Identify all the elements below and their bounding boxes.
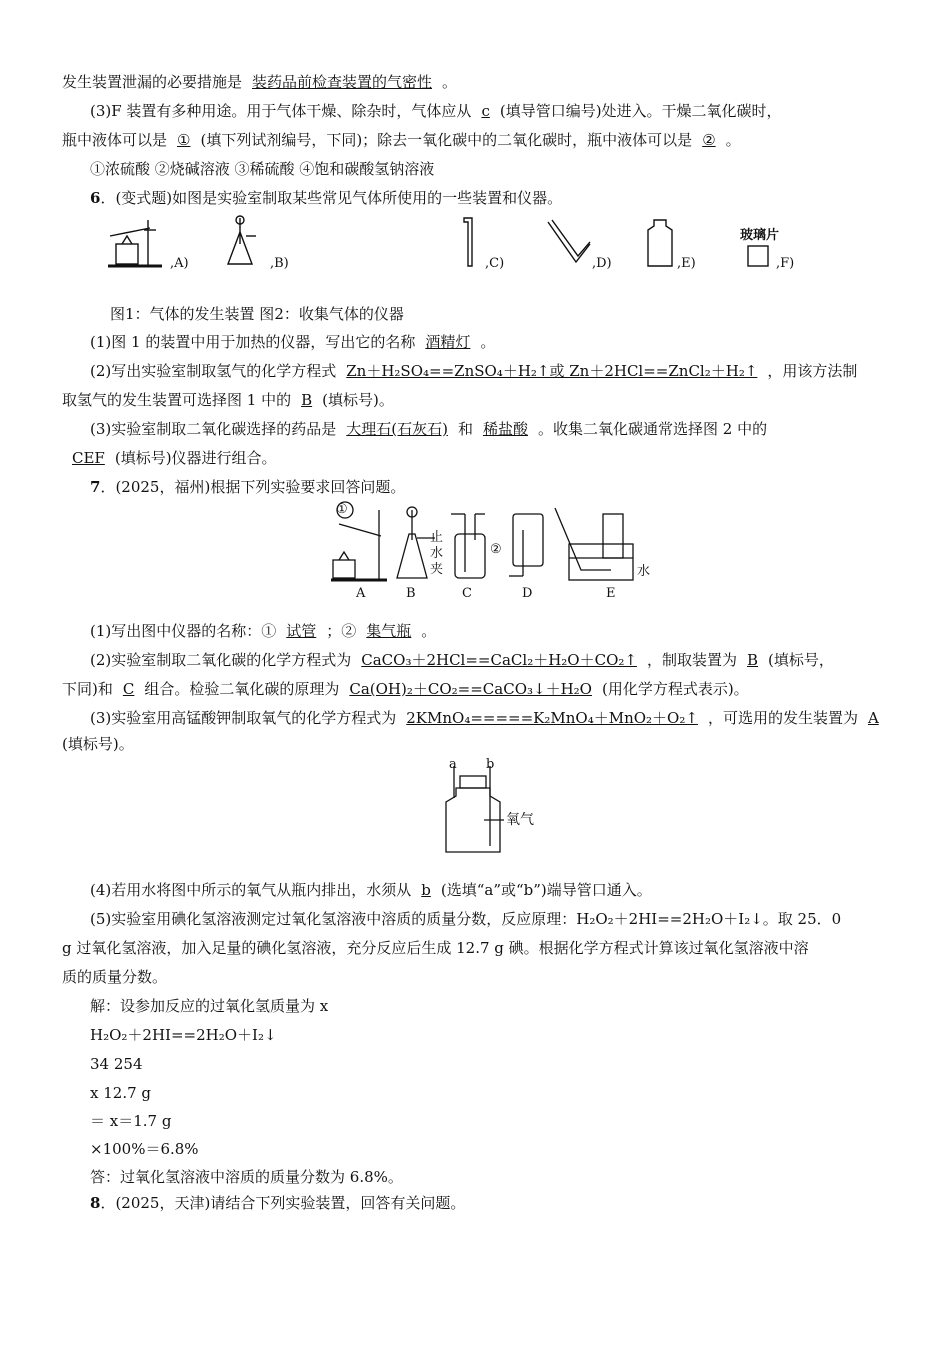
q7-p5-line-3: 质的质量分数。: [62, 968, 168, 986]
q5-reagent-list: ①浓硫酸 ②烧碱溶液 ③稀硫酸 ④饱和碳酸氢钠溶液: [90, 160, 435, 178]
q6-heading: 6．(变式题)如图是实验室制取某些常见气体所使用的一些装置和仪器。: [90, 189, 563, 207]
q7-p3-line-2: (填标号)。: [62, 735, 134, 753]
q7-p2-line-1: (2)实验室制取二氧化碳的化学方程式为 CaCO₃＋2HCl==CaCl₂＋H₂O＋CO₂↑ ，制取装置为 B (填标号，: [90, 651, 834, 669]
oxygen-label: 氧气: [506, 812, 534, 828]
q5-p3-line-2: 瓶中液体可以是 ① (填下列试剂编号，下同)；除去一氧化碳中的二氧化碳时，瓶中液体可以是 ② 。: [62, 131, 741, 149]
solution-line: ×100%＝6.8%: [90, 1140, 199, 1158]
q7-p4: (4)若用水将图中所示的氧气从瓶内排出，水须从 b (选填“a”或“b”)端导管口通入。: [90, 881, 652, 899]
apparatus-e-icon: [555, 508, 633, 580]
figure-mark: 止: [430, 530, 444, 545]
solution-line: 解：设参加反应的过氧化氢质量为 x: [90, 997, 329, 1015]
figure-mark: 水: [430, 546, 444, 561]
q7-p3-line-1: (3)实验室用高锰酸钾制取氧气的化学方程式为 2KMnO₄=====K₂MnO₄＋MnO₂＋O₂↑ ，可选用的发生装置为 A: [90, 708, 889, 728]
q8-heading: 8．(2025，天津)请结合下列实验装置，回答有关问题。: [90, 1194, 466, 1212]
figure-label: C: [462, 586, 472, 601]
solution-line: 34 254: [90, 1055, 143, 1073]
answer-blank: c: [481, 102, 490, 120]
tube-b-label: b: [486, 757, 495, 772]
answer-blank: b: [421, 881, 431, 899]
q6-p3-line-2: CEF (填标号)仪器进行组合。: [62, 448, 277, 468]
apparatus-c-icon: [451, 514, 485, 578]
q7-p2-line-2: 下同)和 C 组合。检验二氧化碳的原理为 Ca(OH)₂＋CO₂==CaCO₃↓＋H₂O (用化学方程式表示)。: [62, 680, 749, 698]
answer-blank: 稀盐酸: [482, 420, 528, 438]
solution-line: ＝ x＝1.7 g: [90, 1112, 172, 1130]
q7-apparatus-figure: [325, 500, 645, 588]
answer-blank: Zn＋H₂SO₄==ZnSO₄＋H₂↑或 Zn＋2HCl==ZnCl₂＋H₂↑: [346, 362, 758, 380]
q6-apparatus-figure: [100, 214, 820, 274]
oxygen-bottle-figure: [440, 758, 550, 858]
figure-mark: 夹: [430, 562, 444, 577]
q6-p1: (1)图 1 的装置中用于加热的仪器，写出它的名称 酒精灯 。: [90, 333, 496, 351]
answer-blank: 集气瓶: [366, 622, 412, 640]
q7-p5-line-1: (5)实验室用碘化氢溶液测定过氧化氢溶液中溶质的质量分数，反应原理：H₂O₂＋2HI==2H₂O＋I₂↓。取 25．0: [90, 910, 842, 928]
apparatus-a-stand-icon: [108, 220, 162, 266]
solution-line: x 12.7 g: [90, 1084, 151, 1102]
figure-label: E: [606, 586, 616, 601]
stopper-icon: [460, 776, 486, 788]
figure-label: D: [522, 586, 533, 601]
glass-plate-f-icon: [748, 246, 768, 266]
answer-blank: 酒精灯: [425, 333, 471, 351]
q7-p1: (1)写出图中仪器的名称：① 试管 ；② 集气瓶 。: [90, 622, 437, 640]
q5-line-1: 发生装置泄漏的必要措施是 装药品前检查装置的气密性 。: [62, 73, 458, 91]
apparatus-label: ,F): [776, 256, 795, 271]
tube-c-icon: [464, 218, 472, 266]
answer-blank: CEF: [72, 449, 105, 467]
q6-p2-line-1: (2)写出实验室制取氢气的化学方程式 Zn＋H₂SO₄==ZnSO₄＋H₂↑或 Zn＋2HCl==ZnCl₂＋H₂↑ ，用该方法制: [90, 362, 858, 380]
q7-p5-line-2: g 过氧化氢溶液，加入足量的碘化氢溶液，充分反应后生成 12.7 g 碘。根据化学方程式计算该过氧化氢溶液中溶: [62, 939, 809, 957]
answer-blank: CaCO₃＋2HCl==CaCl₂＋H₂O＋CO₂↑: [361, 651, 637, 669]
tube-a-label: a: [449, 757, 457, 772]
q7-heading: 7．(2025，福州)根据下列实验要求回答问题。: [90, 478, 406, 496]
figure-mark: ①: [336, 502, 348, 517]
apparatus-label: ,D): [592, 256, 612, 271]
answer-blank: C: [122, 680, 135, 698]
q6-p2-line-2: 取氢气的发生装置可选择图 1 中的 B (填标号)。: [62, 391, 394, 409]
answer-blank: 2KMnO₄=====K₂MnO₄＋MnO₂＋O₂↑: [406, 709, 698, 727]
figure-label: B: [406, 586, 416, 601]
figure-mark: 水: [637, 564, 651, 579]
answer-blank: Ca(OH)₂＋CO₂==CaCO₃↓＋H₂O: [349, 680, 592, 698]
answer-blank: B: [301, 391, 313, 409]
answer-blank: ①: [177, 131, 191, 149]
answer-blank: 试管: [286, 622, 317, 640]
answer-blank: ②: [702, 131, 716, 149]
apparatus-label: ,A): [170, 256, 189, 271]
apparatus-label: ,B): [270, 256, 289, 271]
answer-blank: 装药品前检查装置的气密性: [252, 73, 433, 91]
apparatus-label: ,C): [485, 256, 505, 271]
apparatus-b-flask-icon: [228, 216, 256, 264]
glass-plate-label: 玻璃片: [740, 228, 780, 243]
answer-blank: 大理石(石灰石): [346, 420, 448, 438]
figure-mark: ②: [490, 542, 502, 557]
answer-blank: A: [867, 709, 879, 727]
gas-bottle-e-icon: [648, 220, 672, 266]
answer-line: 答：过氧化氢溶液中溶质的质量分数为 6.8%。: [90, 1168, 403, 1186]
solution-line: H₂O₂＋2HI==2H₂O＋I₂↓: [90, 1026, 277, 1044]
figure-label: A: [356, 586, 366, 601]
tube-d-icon: [548, 220, 590, 262]
apparatus-label: ,E): [677, 256, 696, 271]
apparatus-d-icon: [509, 514, 543, 576]
q6-p3-line-1: (3)实验室制取二氧化碳选择的药品是 大理石(石灰石) 和 稀盐酸 。收集二氧化碳通常选择图 2 中的: [90, 420, 768, 438]
q6-figure-caption: 图1：气体的发生装置 图2：收集气体的仪器: [110, 305, 404, 323]
answer-blank: B: [746, 651, 758, 669]
q5-p3-line-1: (3)F 装置有多种用途。用于气体干燥、除杂时，气体应从 c (填导管口编号)处进入。干燥二氧化碳时，: [90, 102, 782, 120]
